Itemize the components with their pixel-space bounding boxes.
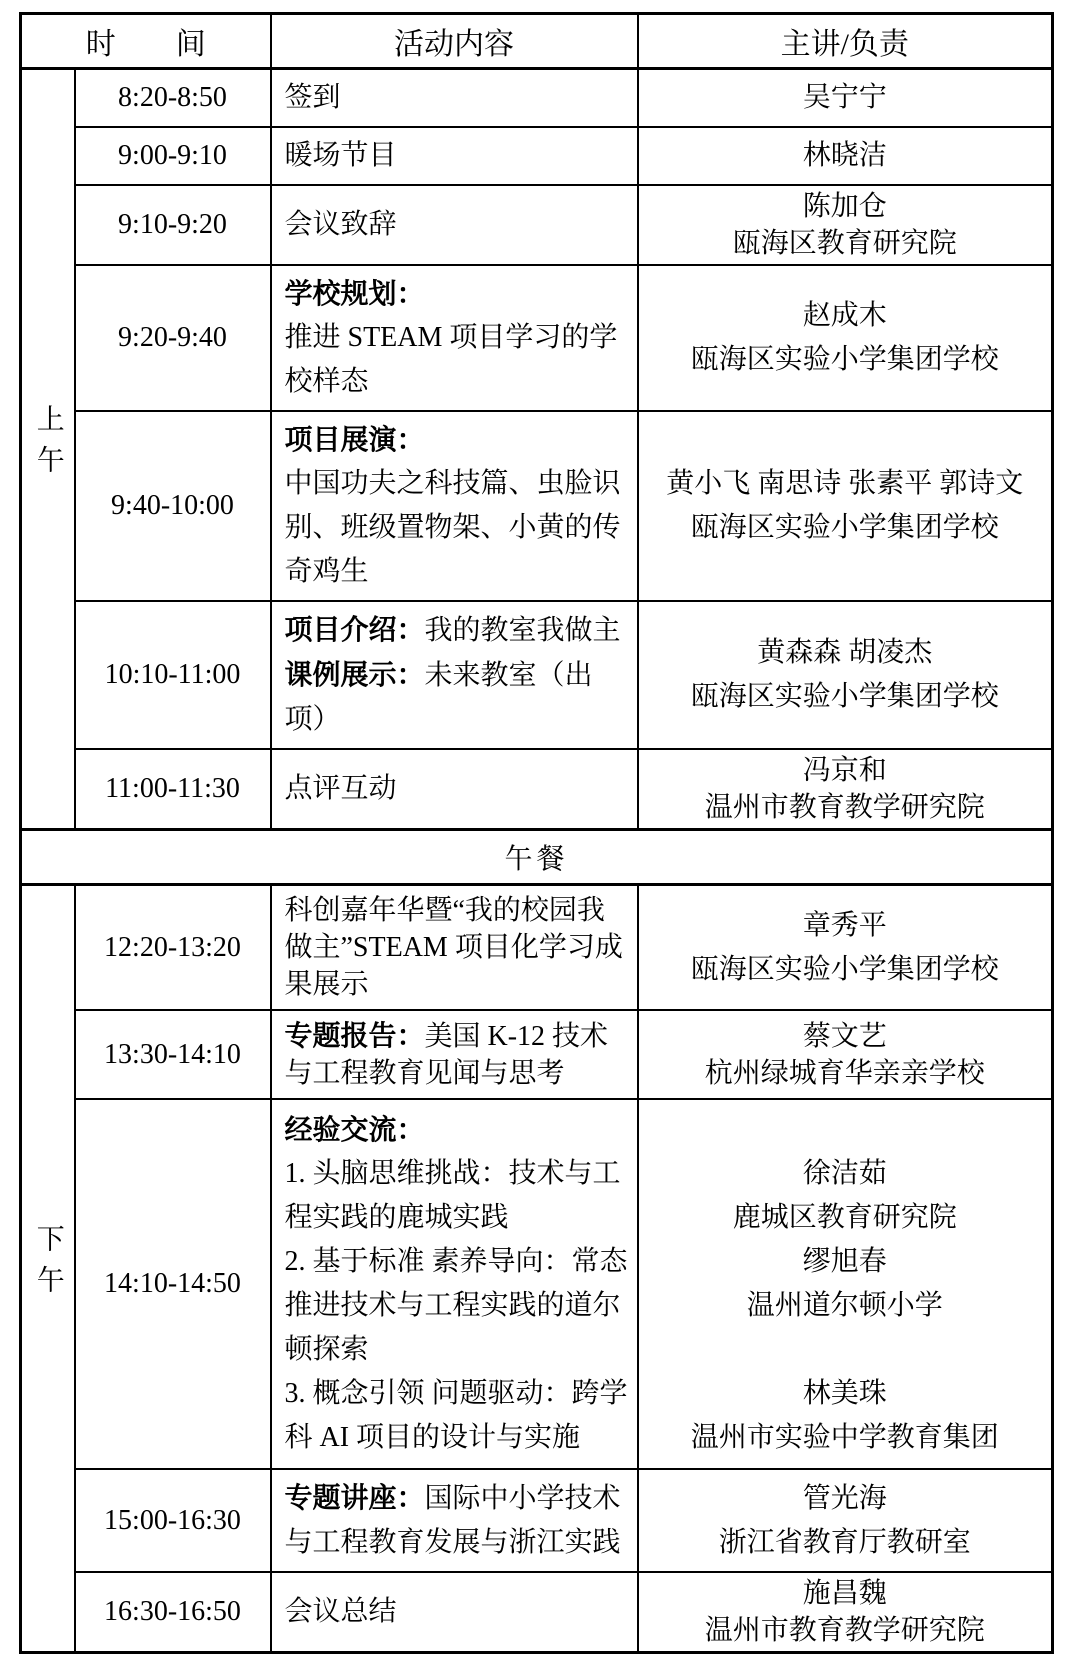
activity-item-1: 1. 头脑思维挑战：技术与工程实践的鹿城实践 <box>284 1158 621 1233</box>
spacer <box>645 1108 1046 1152</box>
speaker-org: 浙江省教育厅教研室 <box>718 1526 971 1558</box>
time-cell-5: 10:10-11:00 <box>75 601 271 749</box>
speaker-cell-8 <box>638 1010 1053 1099</box>
time-cell-9: 14:10-14:50 <box>75 1099 271 1469</box>
activity-cell-7 <box>271 885 638 1011</box>
speaker-names: 黄小飞 南思诗 张素平 郭诗文 <box>666 468 1024 499</box>
activity-cell-2 <box>271 185 638 265</box>
activity-heading: 项目介绍： <box>284 614 425 645</box>
speaker-cell-5 <box>638 601 1053 749</box>
speaker-cell-4 <box>638 411 1053 601</box>
activity-text: 点评互动 <box>284 773 397 804</box>
activity-text: 美国 K-12 技术与工程教育见闻与思考 <box>284 1021 609 1089</box>
activity-text: 我的教室我做主 <box>424 615 621 646</box>
speaker-org: 鹿城区教育研究院 <box>732 1202 957 1233</box>
table-row <box>21 749 1053 830</box>
header-speaker-label: 主讲/负责 <box>780 28 909 61</box>
speaker-name: 吴宁宁 <box>802 82 887 113</box>
speaker-org: 温州市教育教学研究院 <box>704 792 985 823</box>
activity-heading: 经验交流： <box>284 1114 425 1145</box>
speaker-name: 蔡文艺 <box>802 1020 887 1052</box>
time-cell-1: 9:00-9:10 <box>75 127 271 185</box>
activity-cell-9 <box>271 1099 638 1469</box>
time-cell-7: 12:20-13:20 <box>75 885 271 1011</box>
speaker-org: 温州道尔顿小学 <box>746 1290 943 1321</box>
speaker-org: 瓯海区实验小学集团学校 <box>690 953 999 985</box>
activity-cell-1 <box>271 127 638 185</box>
speaker-names: 黄森森 胡凌杰 <box>757 637 933 668</box>
table-row <box>21 69 1053 128</box>
time-cell-3: 9:20-9:40 <box>75 265 271 411</box>
header-row <box>21 14 1053 69</box>
time-cell-10: 15:00-16:30 <box>75 1469 271 1572</box>
table-row <box>21 1099 1053 1469</box>
table-row <box>21 1010 1053 1099</box>
time-cell-0: 8:20-8:50 <box>75 69 271 128</box>
activity-text: 科创嘉年华暨“我的校园我做主”STEAM 项目化学习成果展示 <box>284 895 623 1000</box>
speaker-org: 瓯海区教育研究院 <box>732 228 957 259</box>
speaker-name: 林美珠 <box>802 1378 887 1409</box>
speaker-cell-0 <box>638 69 1053 128</box>
table-row <box>21 185 1053 265</box>
speaker-org: 温州市实验中学教育集团 <box>690 1422 999 1453</box>
speaker-name: 冯京和 <box>802 755 887 786</box>
header-time-label: 时 间 <box>85 28 206 61</box>
activity-cell-4 <box>271 411 638 601</box>
activity-heading: 专题讲座： <box>284 1482 425 1513</box>
header-cell-time <box>21 14 271 69</box>
activity-item-2: 2. 基于标准 素养导向：常态推进技术与工程实践的道尔顿探索 <box>284 1246 628 1365</box>
speaker-name: 徐洁茹 <box>802 1158 887 1189</box>
lunch-cell <box>21 830 1053 885</box>
table-row <box>21 127 1053 185</box>
table-row <box>21 885 1053 1011</box>
activity-text: 暖场节目 <box>284 140 397 171</box>
activity-text: 会议致辞 <box>284 209 397 240</box>
time-cell-4: 9:40-10:00 <box>75 411 271 601</box>
schedule-table <box>19 12 1054 1654</box>
speaker-name: 赵成木 <box>802 300 887 331</box>
activity-heading: 课例展示： <box>284 659 425 690</box>
speaker-org: 瓯海区实验小学集团学校 <box>690 681 999 712</box>
lunch-row <box>21 830 1053 885</box>
activity-cell-11 <box>271 1572 638 1653</box>
table-row <box>21 1572 1053 1653</box>
activity-heading: 专题报告： <box>284 1020 425 1051</box>
speaker-cell-1 <box>638 127 1053 185</box>
session-morning-label: 上午 <box>32 404 64 486</box>
activity-text: 会议总结 <box>284 1596 397 1627</box>
session-afternoon-label: 下午 <box>32 1223 64 1306</box>
table-row <box>21 601 1053 749</box>
spacer <box>645 1328 1046 1372</box>
activity-cell-10 <box>271 1469 638 1572</box>
speaker-org: 瓯海区实验小学集团学校 <box>690 512 999 543</box>
activity-text: 签到 <box>284 82 341 113</box>
table-row <box>21 1469 1053 1572</box>
activity-cell-8 <box>271 1010 638 1099</box>
speaker-org: 杭州绿城育华亲亲学校 <box>704 1057 985 1089</box>
speaker-cell-7 <box>638 885 1053 1011</box>
speaker-cell-3 <box>638 265 1053 411</box>
header-cell-speaker <box>638 14 1053 69</box>
activity-text: 推进 STEAM 项目学习的学校样态 <box>284 322 618 397</box>
activity-cell-5 <box>271 601 638 749</box>
speaker-cell-9 <box>638 1099 1053 1469</box>
session-cell-afternoon <box>21 885 75 1653</box>
speaker-cell-10 <box>638 1469 1053 1572</box>
speaker-org: 瓯海区实验小学集团学校 <box>690 344 999 375</box>
activity-heading: 学校规划： <box>284 278 425 309</box>
activity-cell-6 <box>271 749 638 830</box>
time-cell-2: 9:10-9:20 <box>75 185 271 265</box>
header-cell-activity <box>271 14 638 69</box>
activity-text: 国际中小学技术与工程教育发展与浙江实践 <box>284 1483 621 1558</box>
table-row <box>21 265 1053 411</box>
speaker-cell-6 <box>638 749 1053 830</box>
time-cell-6: 11:00-11:30 <box>75 749 271 830</box>
activity-line-2 <box>285 653 629 742</box>
speaker-cell-2 <box>638 185 1053 265</box>
speaker-name: 施昌魏 <box>802 1578 887 1609</box>
speaker-org: 温州市教育教学研究院 <box>704 1615 985 1646</box>
activity-cell-3 <box>271 265 638 411</box>
speaker-name: 林晓洁 <box>802 140 887 171</box>
speaker-name: 缪旭春 <box>802 1246 887 1277</box>
speaker-name: 陈加仓 <box>802 191 887 222</box>
speaker-name: 章秀平 <box>802 909 887 941</box>
speaker-name: 管光海 <box>802 1482 887 1514</box>
activity-text: 中国功夫之科技篇、虫脸识别、班级置物架、小黄的传奇鸡生 <box>284 468 621 587</box>
speaker-cell-11 <box>638 1572 1053 1653</box>
activity-heading: 项目展演： <box>284 424 425 455</box>
lunch-label: 午餐 <box>504 844 569 875</box>
activity-cell-0 <box>271 69 638 128</box>
table-row <box>21 411 1053 601</box>
time-cell-11: 16:30-16:50 <box>75 1572 271 1653</box>
header-activity-label: 活动内容 <box>394 28 514 61</box>
time-cell-8: 13:30-14:10 <box>75 1010 271 1099</box>
activity-text: 未来教室（出项） <box>284 660 593 735</box>
activity-line-1 <box>285 608 629 653</box>
activity-item-3: 3. 概念引领 问题驱动：跨学科 AI 项目的设计与实施 <box>284 1378 628 1453</box>
session-cell-morning <box>21 69 75 830</box>
